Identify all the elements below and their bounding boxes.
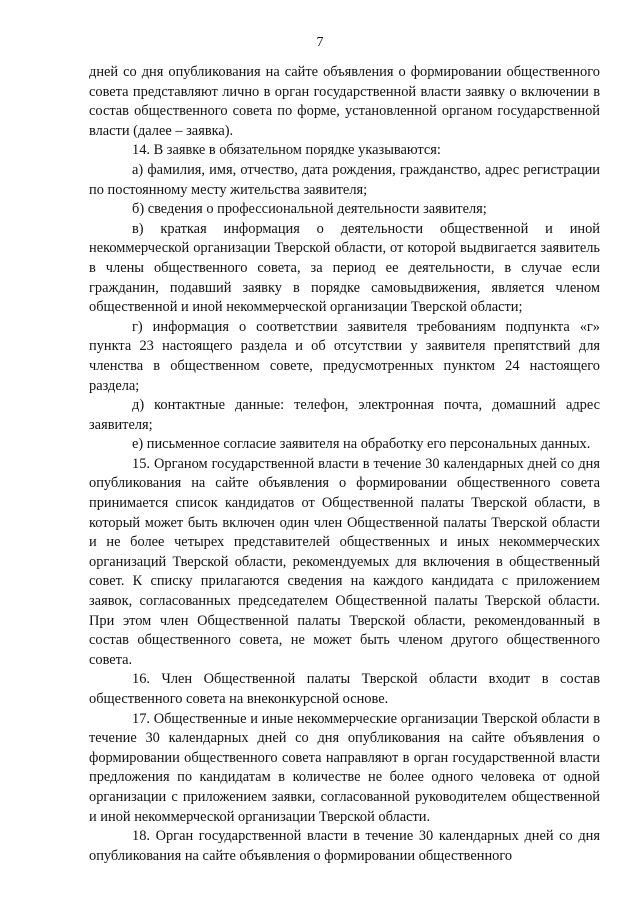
paragraph-17: 17. Общественные и иные некоммерческие организации Тверской области в течение 30 календарных дней со дня опубликования на сайте объявления о формировании общественного совета направляют в орган государственной власти предложения по кандидатам в количестве не более одного человека от одной организации с приложением заявки, согласованной руководителем общественной и иной некоммерческой организации Тверской области. — [89, 710, 600, 825]
paragraph-14b: б) сведения о профессиональной деятельности заявителя; — [132, 201, 487, 218]
paragraph-14a: а) фамилия, имя, отчество, дата рождения, гражданство, адрес регистрации по постоянному месту жительства заявителя; — [89, 161, 600, 198]
paragraph-18: 18. Орган государственной власти в течение 30 календарных дней со дня опубликования на сайте объявления о формировании общественного — [89, 828, 600, 864]
paragraph-14v: в) краткая информация о деятельности общественной и иной некоммерческой организации Тверской области, от которой выдвигается заявитель в члены общественного совета, за период ее деятельности, в случае если гражданин, подавший заявку в порядке самовыдвижения, является членом общественной и иной некоммерческой организации Тверской области; — [89, 220, 600, 316]
paragraph-16: 16. Член Общественной палаты Тверской области входит в состав общественного совета на внеконкурсной основе. — [89, 671, 600, 707]
paragraph-15: 15. Органом государственной власти в течение 30 календарных дней со дня опубликования на сайте объявления о формировании общественного совета принимается список кандидатов от Общественной палаты Тверской области, в который может быть включен один член Общественной палаты Тверской области и не более четырех представителей общественных и иных некоммерческих организаций Тверской области, рекомендуемых для включения в общественный совет. К списку прилагаются сведения на каждого кандидата с приложением заявок, согласованных председателем Общественной палаты Тверской области. При этом член Общественной палаты Тверской области, рекомендованный в состав общественного совета, не может быть членом другого общественного совета. — [89, 455, 600, 668]
document-body — [89, 63, 600, 866]
paragraph-continuation: дней со дня опубликования на сайте объявления о формировании общественного совета представляют лично в орган государственной власти заявку о включении в состав общественного совета по форме, установленной органом государственной власти (далее – заявка). — [89, 64, 600, 139]
paragraph-14: 14. В заявке в обязательном порядке указываются: — [132, 142, 441, 159]
paragraph-14d: д) контактные данные: телефон, электронная почта, домашний адрес заявителя; — [89, 397, 600, 433]
page-number: 7 — [316, 35, 324, 50]
paragraph-14e: е) письменное согласие заявителя на обработку его персональных данных. — [132, 436, 591, 453]
paragraph-14g: г) информация о соответствии заявителя требованиям подпункта «г» пункта 23 настоящего раздела и об отсутствии у заявителя препятствий для членства в общественном совете, предусмотренных пунктом 24 настоящего раздела; — [89, 318, 600, 394]
